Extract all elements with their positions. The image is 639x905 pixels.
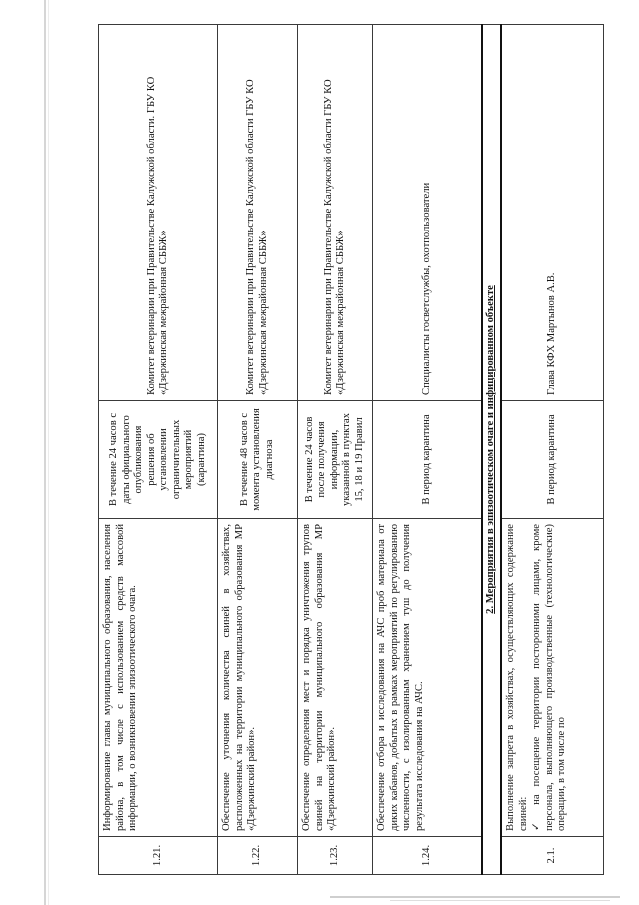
measure-text: Обеспечение определения мест и порядка уничтожения трупов свиней на территории муниципального образования МР «Дзержинский район».: [298, 519, 373, 837]
responsible-text: Комитет ветеринарии при Правительстве Калужской области ГБУ КО «Дзержинская межрайонная СББЖ»: [218, 25, 298, 401]
table-row: [373, 25, 483, 875]
scan-bottom-mark: [330, 896, 620, 898]
measure-item: [530, 524, 569, 831]
scan-shadow-edge-secondary: [48, 0, 49, 905]
measure-text: Обеспечение уточнения количества свиней в хозяйствах, расположенных на территории муниципального образования МР «Дзержинский район».: [218, 519, 298, 837]
row-number: 1.21.: [99, 837, 218, 875]
measure-text: Информирование главы муниципального образования, населения района, в том числе с использованием средств массовой информации, о возникновении эпизоотического очага.: [99, 519, 218, 837]
responsible-text: Комитет ветеринарии при Правительстве Калужской области. ГБУ КО «Дзержинская межрайонная СББЖ»: [99, 25, 218, 401]
section-header-row: [482, 25, 501, 875]
scan-bottom-mark-secondary: [390, 900, 610, 901]
row-number: 1.23.: [298, 837, 373, 875]
measure-item-text: на посещение территории посторонними лицами, кроме персонала, выполняющего производственные (технологические) операции, в том числе по: [531, 524, 567, 831]
section-title-cell: [482, 25, 501, 875]
checkmark-icon: ✓: [530, 816, 542, 831]
section-title: 2. Мероприятия в эпизоотическом очаге и инфицированном объекте: [485, 285, 496, 614]
table-row: [218, 25, 298, 875]
row-number: 2.1.: [501, 837, 604, 875]
term-text: В период карантина: [501, 401, 604, 519]
table-row: [501, 25, 604, 875]
measure-cell: [501, 519, 604, 837]
responsible-text: Специалисты госветслужбы, охотпользователи: [373, 25, 483, 401]
responsible-text: Глава КФХ Мартынов А.В.: [501, 25, 604, 401]
scan-shadow-edge: [44, 0, 46, 905]
measure-text: Обеспечение отбора и исследования на АЧС проб материала от диких кабанов, добытых в рамках мероприятий по регулированию численности, с изолированным хранением туш до получения результата исследования на АЧС.: [373, 519, 483, 837]
measures-table: [98, 24, 604, 875]
term-text: В течение 48 часов с момента установления диагноза: [218, 401, 298, 519]
row-number: 1.22.: [218, 837, 298, 875]
measure-intro: Выполнение запрета в хозяйствах, осуществляющих содержание свиней:: [505, 524, 529, 831]
responsible-text: Комитет ветеринарии при Правительстве Калужской области ГБУ КО «Дзержинская межрайонная СББЖ»: [298, 25, 373, 401]
rotated-table-container: [98, 25, 623, 875]
term-text: В течение 24 часов после получения информации, указанной в пунктах 15, 18 и 19 Правил: [298, 401, 373, 519]
term-text: В течение 24 часов с даты официального опубликования решения об установлении ограничительных мероприятий (карантина): [99, 401, 218, 519]
table-row: [99, 25, 218, 875]
term-text: В период карантина: [373, 401, 483, 519]
table-row: [298, 25, 373, 875]
row-number: 1.24.: [373, 837, 483, 875]
